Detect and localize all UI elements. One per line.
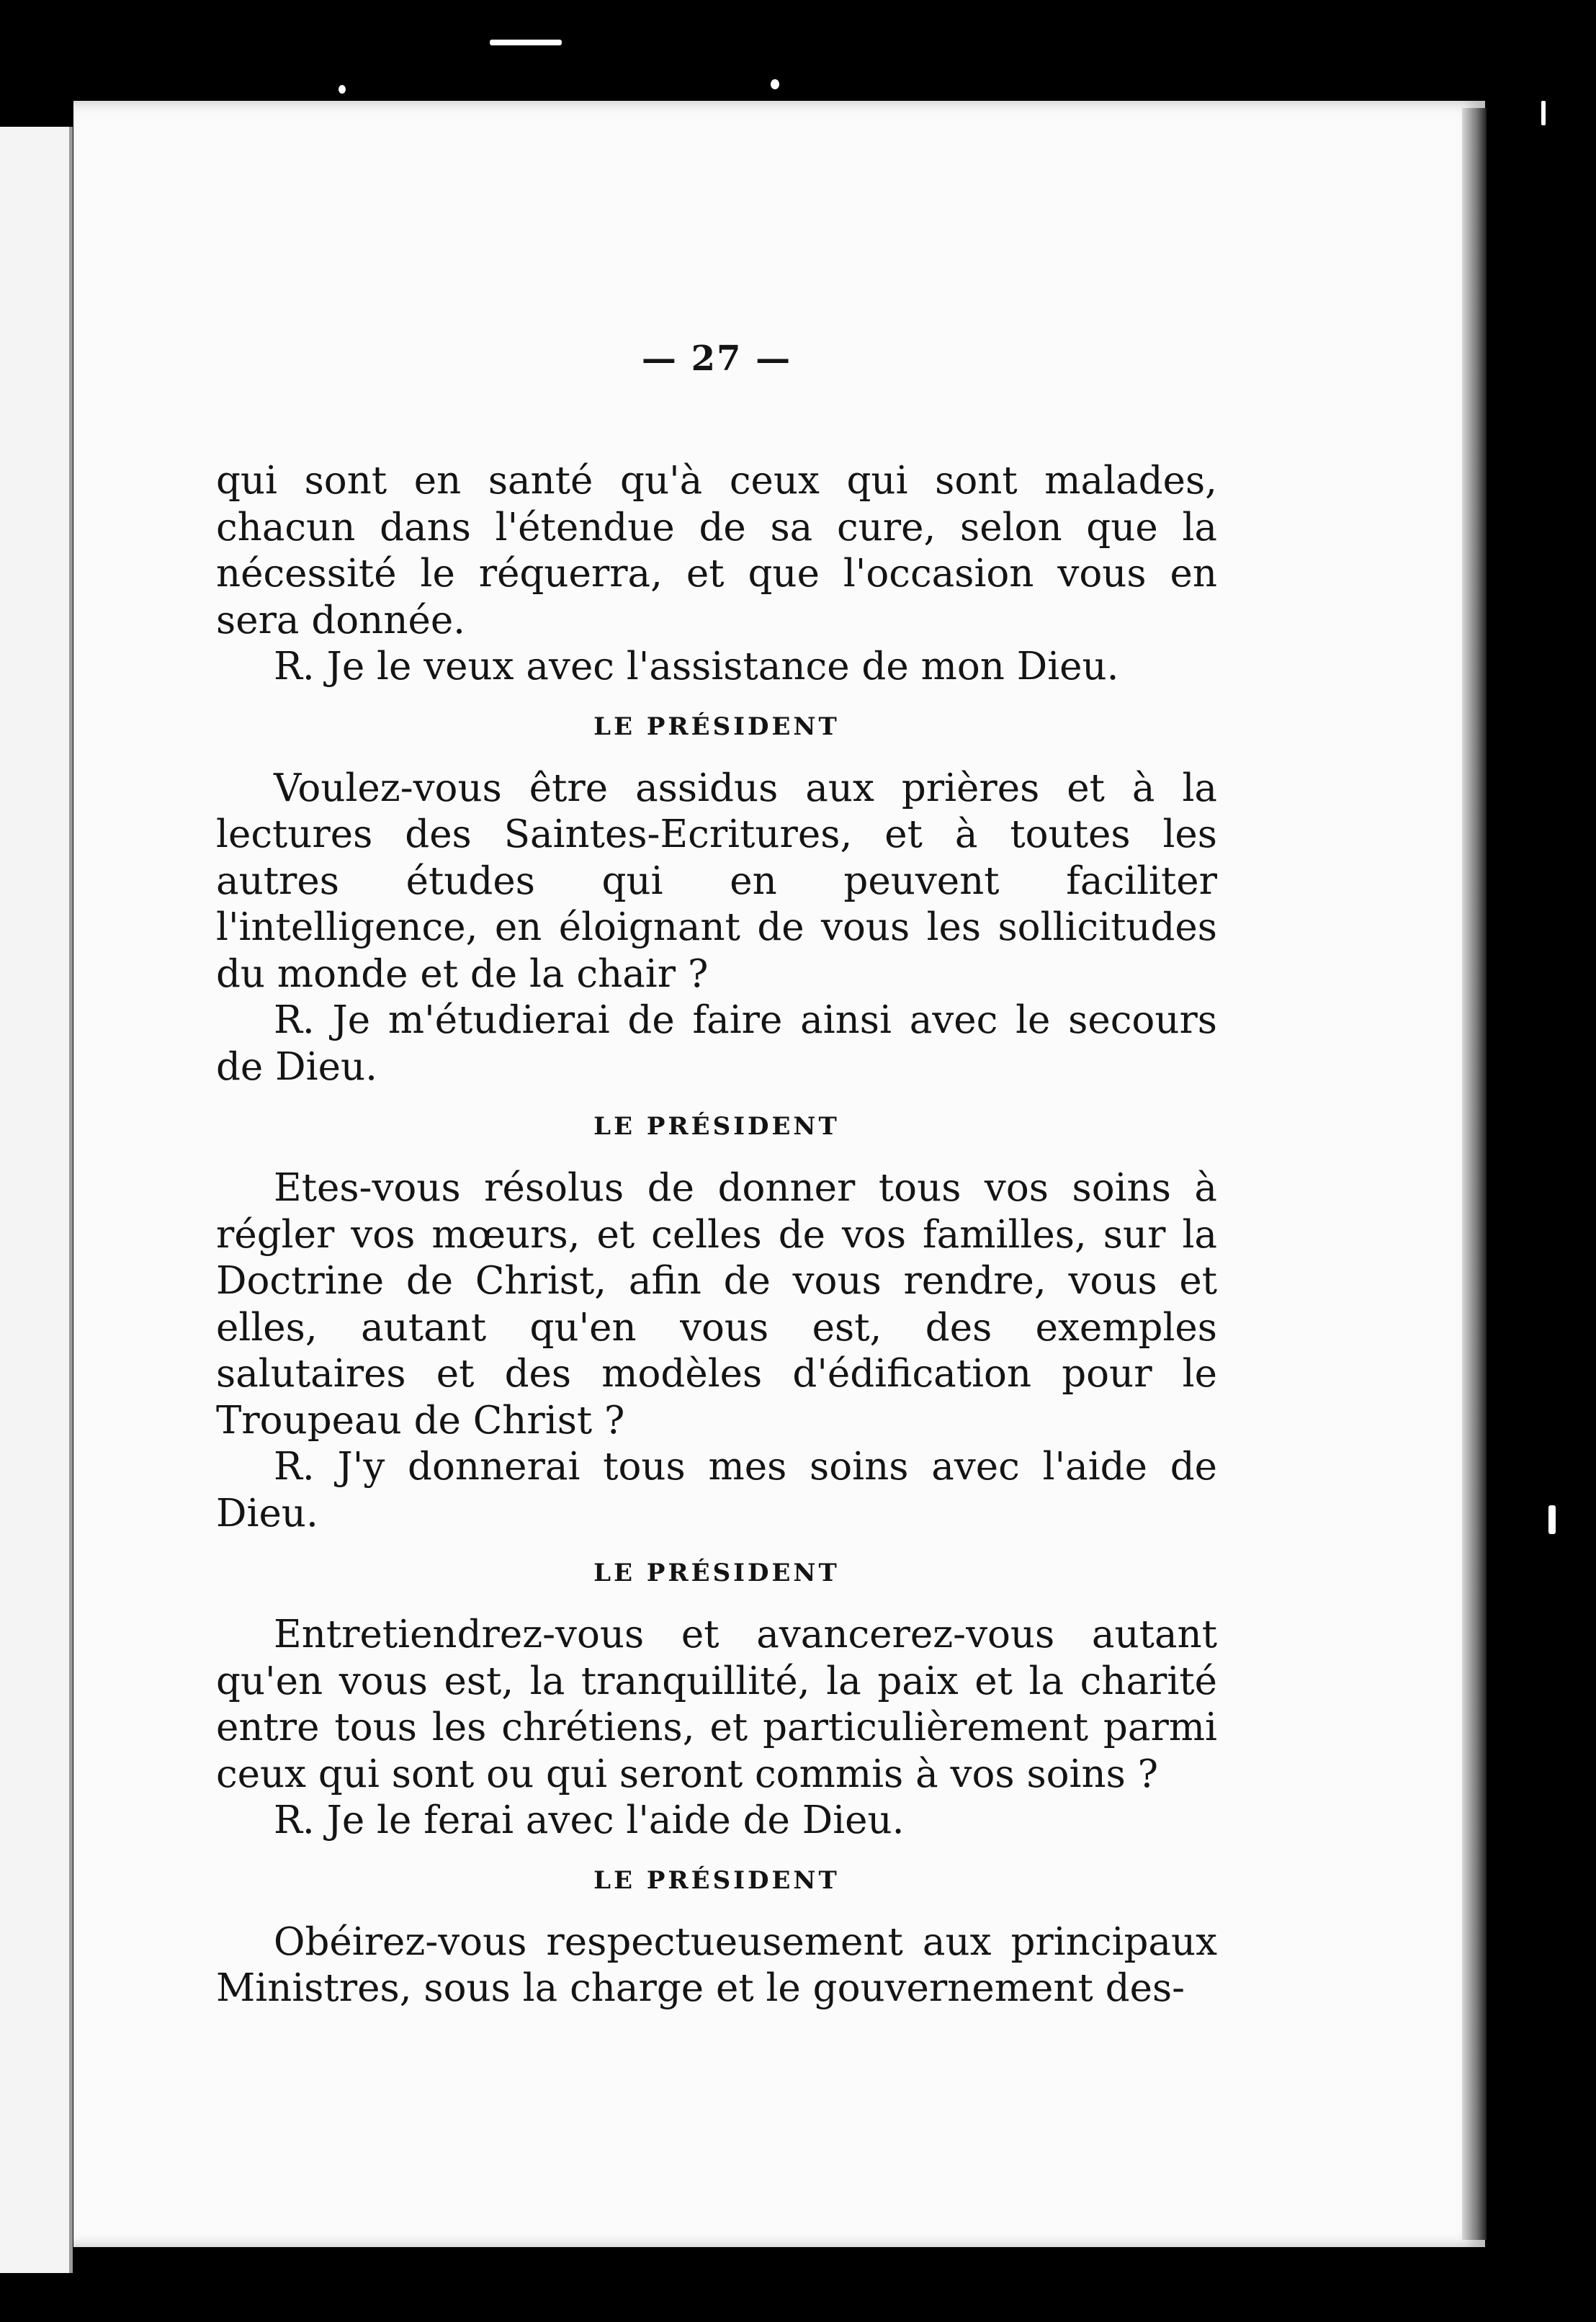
scan-speck [490, 40, 562, 45]
paragraph: Entretiendrez-vous et avancerez-vous autant qu'en vous est, la tranquillité, la paix et la charité entre tous les chrétiens, et particulièrement parmi ceux qui sont ou qui seront commis à vos soins ? [216, 1613, 1217, 1796]
document-text [216, 339, 1217, 2012]
scan-speck [1548, 1505, 1556, 1534]
section-heading: LE PRÉSIDENT [593, 1559, 840, 1587]
section-heading: LE PRÉSIDENT [593, 1112, 840, 1141]
response: R. Je le veux avec l'assistance de mon Dieu. [274, 645, 1119, 689]
page-right-edge [1462, 108, 1487, 2240]
response: R. Je m'étudierai de faire ainsi avec le secours de Dieu. [216, 998, 1217, 1089]
scan-speck [339, 85, 346, 94]
paragraph: Obéirez-vous respectueusement aux principaux Ministres, sous la charge et le gouvernement des- [216, 1919, 1217, 2010]
response: R. J'y donnerai tous mes soins avec l'aide de Dieu. [216, 1445, 1217, 1536]
paragraph: qui sont en santé qu'à ceux qui sont malades, chacun dans l'étendue de sa cure, selon que la nécessité le réquerra, et que l'occasion vous en sera donnée. [216, 459, 1217, 642]
page-number: — 27 — [641, 339, 792, 379]
section-heading: LE PRÉSIDENT [593, 712, 840, 741]
scan-speck [1541, 101, 1546, 125]
paragraph: Etes-vous résolus de donner tous vos soins à régler vos mœurs, et celles de vos familles, sur la Doctrine de Christ, afin de vous rendre, vous et elles, autant qu'en vous est, des exemples salutaires et des modèles d'édification pour le Troupeau de Christ ? [216, 1166, 1217, 1443]
left-page-edge [0, 127, 73, 2273]
scan-speck [771, 79, 779, 89]
section-heading: LE PRÉSIDENT [593, 1865, 840, 1895]
paragraph: Voulez-vous être assidus aux prières et à la lectures des Saintes-Ecritures, et à toutes les autres études qui en peuvent faciliter l'intelligence, en éloignant de vous les sollicitudes du monde et de la chair ? [216, 766, 1217, 996]
response: R. Je le ferai avec l'aide de Dieu. [274, 1798, 905, 1842]
